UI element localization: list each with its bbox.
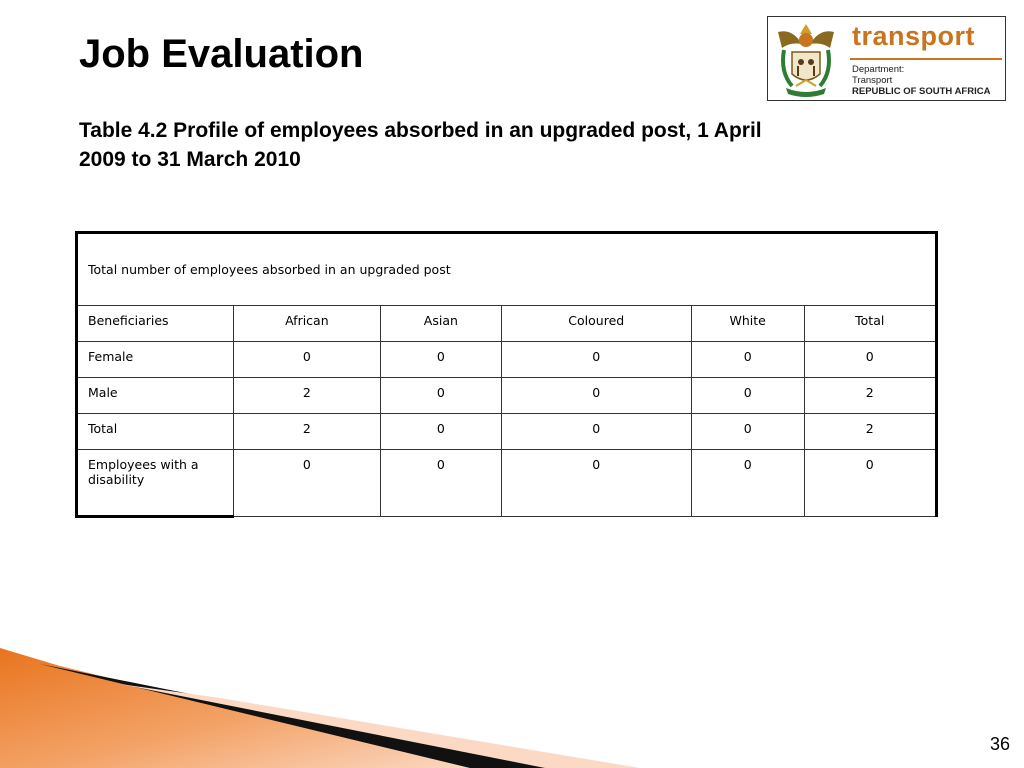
row-label: Total	[77, 414, 234, 450]
coat-of-arms-icon	[772, 20, 840, 98]
table-cell: 0	[381, 342, 502, 378]
table-cell: 2	[233, 414, 380, 450]
table-row	[77, 378, 937, 414]
table-row	[77, 414, 937, 450]
row-label: Employees with a disability	[77, 450, 234, 517]
logo-brand-text: transport	[852, 21, 976, 51]
table-cell: 0	[804, 342, 937, 378]
table-cell: 0	[501, 450, 691, 517]
table-cell: 0	[233, 450, 380, 517]
column-header: Asian	[381, 306, 502, 342]
table-caption: Total number of employees absorbed in an upgraded post	[77, 233, 937, 306]
row-label: Female	[77, 342, 234, 378]
logo-department-text	[852, 64, 990, 97]
table-cell: 0	[233, 342, 380, 378]
decorative-swoosh	[0, 640, 1024, 768]
table-cell: 0	[691, 414, 804, 450]
column-header: Beneficiaries	[77, 306, 234, 342]
row-label: Male	[77, 378, 234, 414]
slide-title: Job Evaluation	[79, 32, 364, 76]
table-cell: 0	[691, 450, 804, 517]
table-cell: 0	[381, 414, 502, 450]
table-cell: 2	[804, 378, 937, 414]
table-subtitle: Table 4.2 Profile of employees absorbed in an upgraded post, 1 April 2009 to 31 March 2010	[79, 119, 762, 171]
employees-table	[75, 231, 938, 518]
table-cell: 0	[381, 450, 502, 517]
table-cell: 0	[381, 378, 502, 414]
transport-logo	[767, 16, 1006, 101]
table-cell: 0	[691, 378, 804, 414]
table-cell: 0	[691, 342, 804, 378]
column-header: Total	[804, 306, 937, 342]
logo-divider	[850, 58, 1002, 60]
table-cell: 2	[804, 414, 937, 450]
column-header: White	[691, 306, 804, 342]
table-cell: 0	[501, 414, 691, 450]
table-caption-row	[77, 233, 937, 306]
table-cell: 0	[501, 342, 691, 378]
table-cell: 0	[804, 450, 937, 517]
page-number: 36	[989, 734, 1010, 754]
table-cell: 2	[233, 378, 380, 414]
table-row	[77, 450, 937, 517]
logo-dept-line2: Transport	[852, 75, 893, 86]
table-cell: 0	[501, 378, 691, 414]
column-header: Coloured	[501, 306, 691, 342]
table-header-row	[77, 306, 937, 342]
table-row	[77, 342, 937, 378]
logo-country: REPUBLIC OF SOUTH AFRICA	[852, 86, 991, 97]
logo-dept-line1: Department:	[852, 64, 905, 75]
column-header: African	[233, 306, 380, 342]
